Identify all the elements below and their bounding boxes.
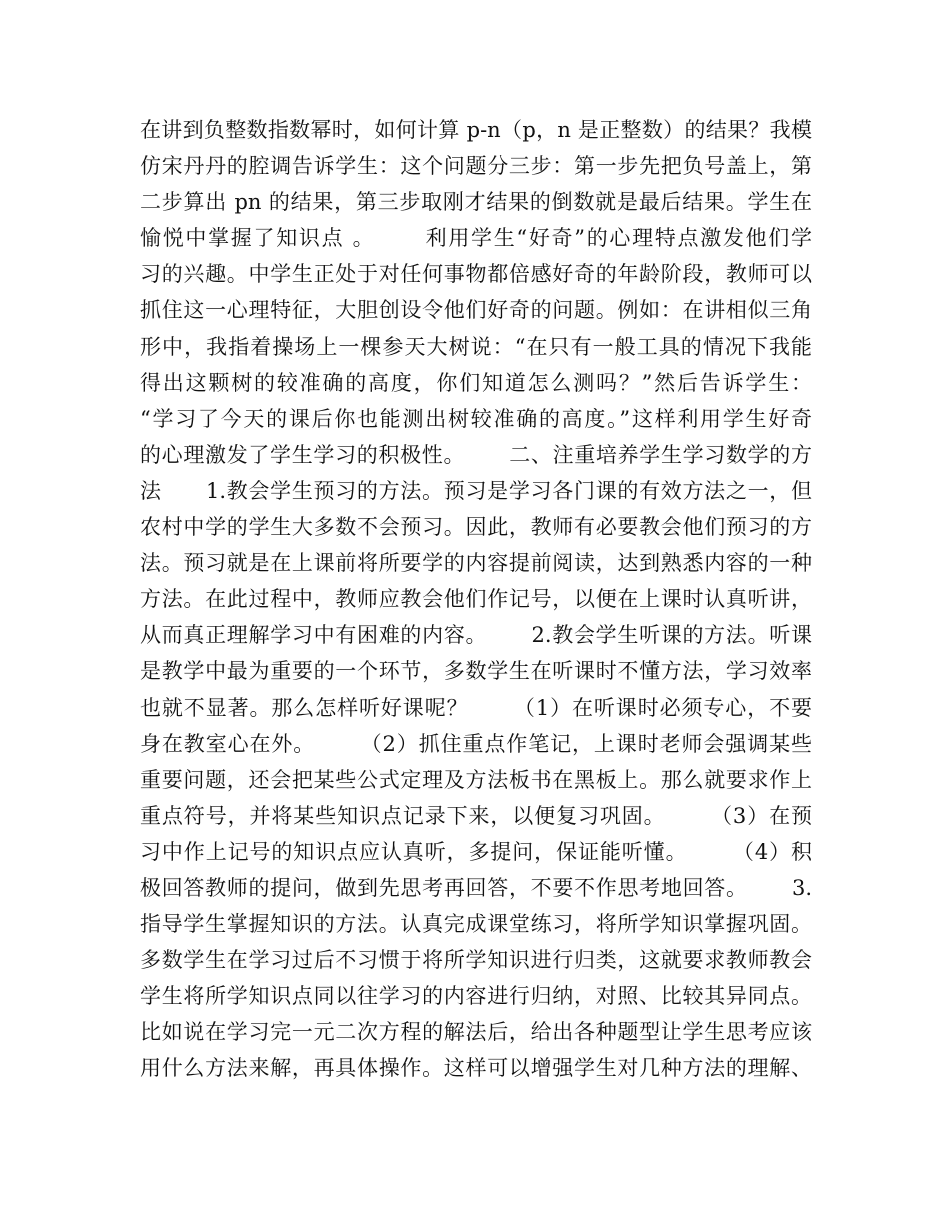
- text-line: 法。预习就是在上课前将所要学的内容提前阅读，达到熟悉内容的一种: [140, 551, 812, 576]
- text-line: 重要问题，还会把某些公式定理及方法板书在黑板上。那么就要求作上: [140, 767, 812, 792]
- text-line: 仿宋丹丹的腔调告诉学生：这个问题分三步：第一步先把负号盖上，第: [140, 154, 812, 179]
- text-line: 学生将所学知识点同以往学习的内容进行归纳，对照、比较其异同点。: [140, 984, 812, 1009]
- text-line: 在讲到负整数指数幂时，如何计算 p-n（p，n 是正整数）的结果？我模: [140, 118, 812, 142]
- text-line: 抓住这一心理特征，大胆创设令他们好奇的问题。例如：在讲相似三角: [140, 298, 812, 323]
- text-line: 是教学中最为重要的一个环节，多数学生在听课时不懂方法，学习效率: [140, 659, 812, 684]
- text-line: 习中作上记号的知识点应认真听，多提问，保证能听懂。 （4）积: [140, 839, 812, 864]
- text-line: 愉悦中掌握了知识点 。 利用学生“好奇”的心理特点激发他们学: [140, 226, 812, 251]
- text-line: 法 1.教会学生预习的方法。预习是学习各门课的有效方法之一，但: [140, 478, 812, 503]
- text-line: 重点符号，并将某些知识点记录下来，以便复习巩固。 （3）在预: [140, 803, 812, 828]
- body-text: [140, 112, 812, 1087]
- text-line: 多数学生在学习过后不习惯于将所学知识进行归类，这就要求教师教会: [140, 948, 812, 973]
- text-line: 比如说在学习完一元二次方程的解法后，给出各种题型让学生思考应该: [140, 1020, 812, 1045]
- text-line: 形中，我指着操场上一棵参天大树说：“在只有一般工具的情况下我能: [140, 334, 812, 359]
- text-line: 习的兴趣。中学生正处于对任何事物都倍感好奇的年龄阶段，教师可以: [140, 262, 812, 287]
- text-line: 的心理激发了学生学习的积极性。 二、注重培养学生学习数学的方: [140, 442, 812, 467]
- text-line: 从而真正理解学习中有困难的内容。 2.教会学生听课的方法。听课: [140, 623, 812, 648]
- text-line: 用什么方法来解，再具体操作。这样可以增强学生对几种方法的理解、: [140, 1056, 812, 1081]
- text-line: 极回答教师的提问，做到先思考再回答，不要不作思考地回答。 3.: [140, 875, 812, 900]
- text-line: 指导学生掌握知识的方法。认真完成课堂练习，将所学知识掌握巩固。: [140, 912, 812, 937]
- text-line: 身在教室心在外。 （2）抓住重点作笔记，上课时老师会强调某些: [140, 731, 812, 756]
- text-line: 也就不显著。那么怎样听好课呢？ （1）在听课时必须专心，不要: [140, 695, 812, 720]
- text-line: 农村中学的学生大多数不会预习。因此，教师有必要教会他们预习的方: [140, 515, 812, 540]
- text-line: 方法。在此过程中，教师应教会他们作记号，以便在上课时认真听讲，: [140, 587, 812, 612]
- text-line: 二步算出 pn 的结果，第三步取刚才结果的倒数就是最后结果。学生在: [140, 190, 812, 215]
- text-line: “学习了今天的课后你也能测出树较准确的高度。”这样利用学生好奇: [140, 406, 812, 431]
- text-line: 得出这颗树的较准确的高度，你们知道怎么测吗？”然后告诉学生：: [140, 370, 812, 395]
